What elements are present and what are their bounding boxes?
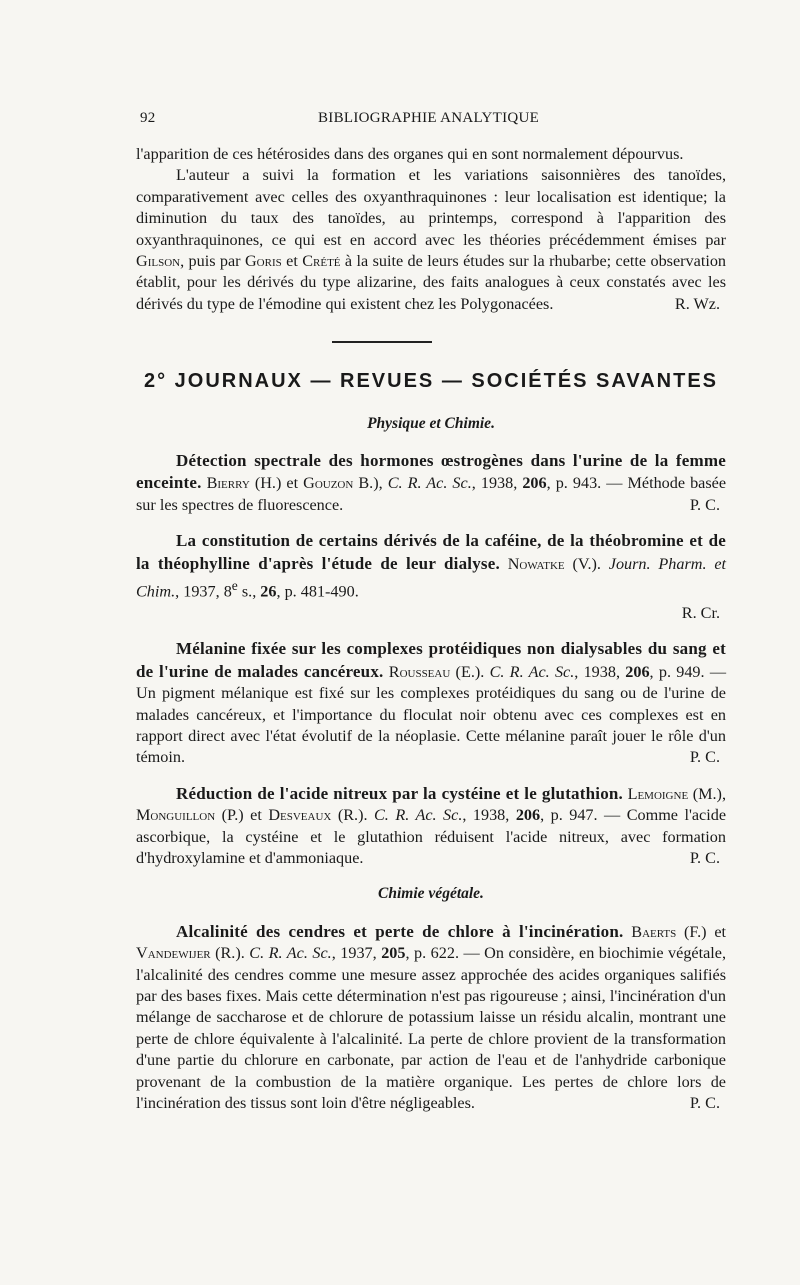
entry-constitution-cafeine: La constitution de certains dérivés de la caféine, de la théobromine et de la théophylline d'après l'étude de leur dialyse. Nowatke (V.). Journ. Pharm. et Chim., 1937, 8e s., 26, p. 481-490. R. Cr. [136, 530, 726, 624]
section-heading: 2° JOURNAUX — REVUES — SOCIÉTÉS SAVANTES [143, 370, 718, 393]
entry-title: Alcalinité des cendres et perte de chlore à l'incinération. [176, 921, 624, 941]
tanoides-paragraph: L'auteur a suivi la formation et les variations saisonnières des tanoïdes, comparativement avec celles des oxyanthraquinones : leur localisation est identique; la diminution du taux des tanoïdes, au printemps, correspond à l'apparition des oxyanthraquinones, ce qui est en accord avec les théories précédemment émises par Gilson, puis par Goris et Crété à la suite de leurs études sur la rhubarbe; cette observation établit, pour les dérivés du type alizarine, des faits analogues à ceux constatés avec les dérivés du type de l'émodine qui existent chez les Polygonacées. R. Wz. [136, 165, 726, 315]
entry-title: La constitution de certains dérivés de la caféine, de la théobromine et de la théophylline d'après l'étude de leur dialyse. [136, 531, 726, 573]
page-header [136, 108, 726, 130]
page [136, 108, 726, 1128]
continuation-paragraph: l'apparition de ces hétérosides dans des organes qui en sont normalement dépourvus. [136, 145, 684, 163]
subsection-chimie-vegetale: Chimie végétale. [378, 885, 484, 903]
entry-title: Mélanine fixée sur les complexes protéidiques non dialysables du sang et de l'urine de malades cancéreux. [136, 639, 726, 681]
entry-alcalinite-cendres: Alcalinité des cendres et perte de chlore à l'incinération. Baerts (F.) et Vandewijer (R.). C. R. Ac. Sc., 1937, 205, p. 622. — On considère, en biochimie végétale, l'alcalinité des cendres comme une mesure assez approchée des acides organiques salifiés par des bases fixes. Mais cette détermination n'est pas rigoureuse ; ainsi, l'incinération d'un mélange de saccharose et de chlorure de potassium laisse un résidu alcalin, montrant une perte de chlore équivalente à l'alcalinité. La perte de chlore provient de la transformation d'une partie du chlorure en carbonate, par action de l'eau et de l'anhydride carbonique provenant de la combustion de la matière organique. Les pertes de chlore lors de l'incinération des tissus sont loin d'être négligeables. P. C. [136, 921, 726, 1115]
entry-detection-spectrale: Détection spectrale des hormones œstrogènes dans l'urine de la femme enceinte. Bierry (H.) et Gouzon B.), C. R. Ac. Sc., 1938, 206, p. 943. — Méthode basée sur les spectres de fluorescence. P. C. [136, 450, 726, 516]
signature: P. C. [689, 1094, 720, 1113]
signature: P. C. [689, 495, 720, 514]
signature: R. Wz. [674, 294, 720, 313]
signature: P. C. [689, 748, 720, 767]
entry-melanine: Mélanine fixée sur les complexes protéidiques non dialysables du sang et de l'urine de malades cancéreux. Rousseau (E.). C. R. Ac. Sc., 1938, 206, p. 949. — Un pigment mélanique est fixé sur les complexes protéidiques du sang ou de l'urine de malades cancéreux, et l'importance du floculat noir obtenu avec ces complexes est en rapport direct avec l'état évolutif de la néoplasie. Cette mélanine paraît jouer le rôle d'un témoin. P. C. [136, 638, 726, 768]
signature: P. C. [689, 848, 720, 867]
subsection-physique-chimie: Physique et Chimie. [367, 414, 495, 432]
page-number: 92 [140, 110, 156, 126]
entry-title: Détection spectrale des hormones œstrogènes dans l'urine de la femme enceinte. [136, 451, 726, 493]
running-title: BIBLIOGRAPHIE ANALYTIQUE [318, 110, 540, 126]
entry-title: Réduction de l'acide nitreux par la cystéine et le glutathion. [176, 783, 623, 803]
signature: R. Cr. [681, 603, 720, 622]
section-divider [332, 341, 432, 343]
entry-reduction-acide-nitreux: Réduction de l'acide nitreux par la cystéine et le glutathion. Lemoigne (M.), Monguillon (P.) et Desveaux (R.). C. R. Ac. Sc., 1938, 206, p. 947. — Comme l'acide ascorbique, la cystéine et le glutathion réduisent l'acide nitreux, avec formation d'hydroxylamine et d'ammoniaque. P. C. [136, 783, 726, 870]
